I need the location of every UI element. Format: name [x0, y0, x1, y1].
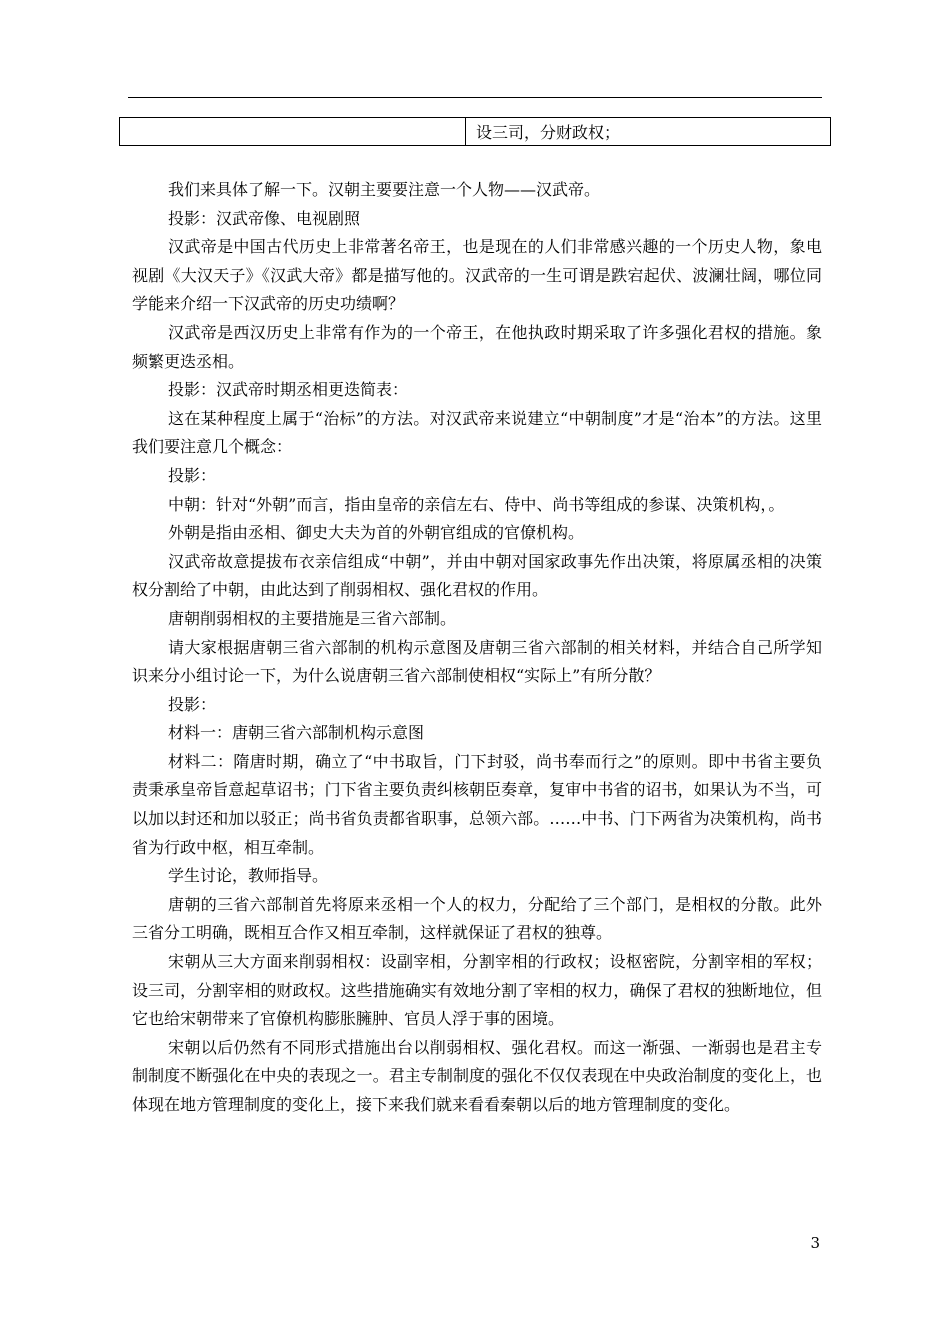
table-row: [120, 118, 831, 146]
page-number: 3: [810, 1234, 820, 1252]
paragraph: 材料一：唐朝三省六部制机构示意图: [168, 723, 425, 743]
paragraph: 宋朝从三大方面来削弱相权：设副宰相，分割宰相的行政权；设枢密院，分割宰相的军权；设三司，分割宰相的财政权。这些措施确实有效地分割了宰相的权力，确保了君权的独断地位，但它也给宋朝带来了官僚机构膨胀臃肿、官员人浮于事的困境。: [132, 952, 822, 1029]
paragraph: 材料二：隋唐时期，确立了“中书取旨，门下封驳，尚书奉而行之”的原则。即中书省主要负责秉承皇帝旨意起草诏书；门下省主要负责纠核朝臣奏章，复审中书省的诏书，如果认为不当，可以加以封还和加以驳正；尚书省负责都省职事，总领六部。……中书、门下两省为决策机构，尚书省为行政中枢，相互牵制。: [132, 751, 822, 857]
table-cell: 设三司，分财政权；: [466, 118, 831, 146]
paragraph: 我们来具体了解一下。汉朝主要要注意一个人物——汉武帝。: [168, 180, 601, 199]
paragraph: 投影：汉武帝时期丞相更迭简表：: [168, 380, 409, 400]
body-text: [132, 176, 822, 1120]
paragraph: 汉武帝是中国古代历史上非常著名帝王，也是现在的人们非常感兴趣的一个历史人物，象电视剧《大汉天子》《汉武大帝》都是描写他的。汉武帝的一生可谓是跌宕起伏、波澜壮阔，哪位同学能来介绍一下汉武帝的历史功绩啊？: [132, 237, 822, 314]
paragraph: 唐朝削弱相权的主要措施是三省六部制。: [168, 608, 457, 628]
paragraph: 投影：: [168, 694, 217, 714]
paragraph: 汉武帝是西汉历史上非常有作为的一个帝王，在他执政时期采取了许多强化君权的措施。象频繁更迭丞相。: [132, 322, 822, 371]
paragraph: 唐朝的三省六部制首先将原来丞相一个人的权力，分配给了三个部门，是相权的分散。此外三省分工明确，既相互合作又相互牵制，这样就保证了君权的独尊。: [132, 894, 822, 943]
paragraph: 投影：: [168, 465, 217, 485]
paragraph: 外朝是指由丞相、御史大夫为首的外朝官组成的官僚机构。: [168, 523, 585, 543]
continued-table: [119, 117, 831, 146]
paragraph: 汉武帝故意提拔布衣亲信组成“中朝”，并由中朝对国家政事先作出决策，将原属丞相的决策权分割给了中朝，由此达到了削弱相权、强化君权的作用。: [132, 551, 822, 600]
header-rule: [128, 97, 822, 98]
paragraph: 请大家根据唐朝三省六部制的机构示意图及唐朝三省六部制的相关材料，并结合自己所学知识来分小组讨论一下，为什么说唐朝三省六部制使相权“实际上”有所分散？: [132, 637, 822, 686]
paragraph: 投影：汉武帝像、电视剧照: [168, 208, 361, 228]
table-cell: [120, 118, 466, 146]
paragraph: 这在某种程度上属于“治标”的方法。对汉武帝来说建立“中朝制度”才是“治本”的方法。这里我们要注意几个概念：: [132, 408, 822, 457]
paragraph: 中朝：针对“外朝”而言，指由皇帝的亲信左右、侍中、尚书等组成的参谋、决策机构，。: [168, 494, 785, 514]
paragraph: 宋朝以后仍然有不同形式措施出台以削弱相权、强化君权。而这一渐强、一渐弱也是君主专制制度不断强化在中央的表现之一。君主专制制度的强化不仅仅表现在中央政治制度的变化上，也体现在地方管理制度的变化上，接下来我们就来看看秦朝以后的地方管理制度的变化。: [132, 1037, 822, 1114]
paragraph: 学生讨论，教师指导。: [168, 866, 329, 886]
